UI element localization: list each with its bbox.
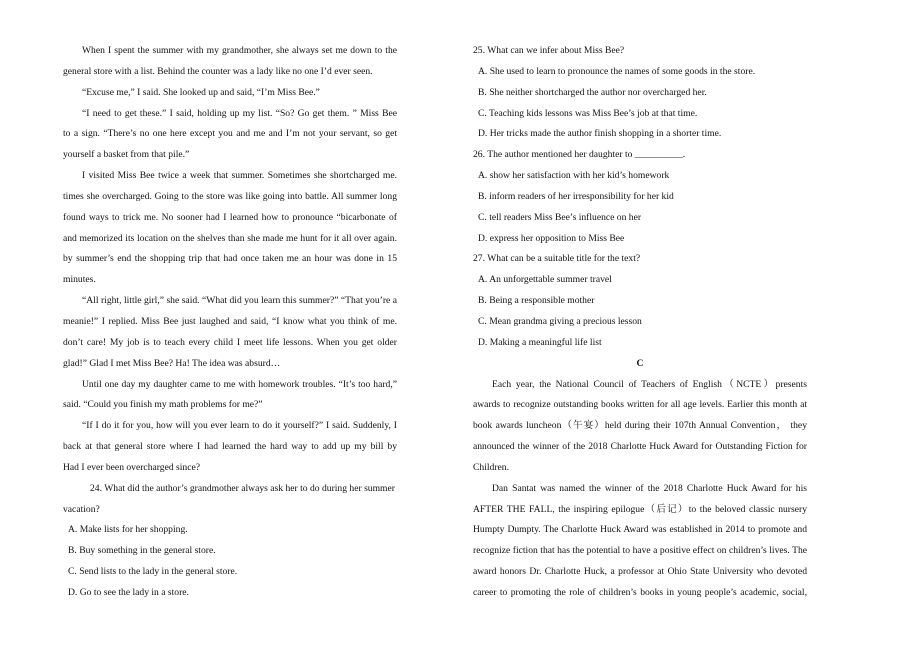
question-text: 27. What can be a suitable title for the text?	[473, 253, 641, 265]
question-text: 24. What did the author’s grandmother always ask her to do during her summer	[90, 482, 395, 494]
answer-option: C. Teaching kids lessons was Miss Bee’s job at that time.	[478, 107, 698, 119]
answer-option: D. Go to see the lady in a store.	[68, 586, 189, 598]
answer-option: B. Being a responsible mother	[478, 295, 595, 307]
passage-line: Dan Santat was named the winner of the 2018 Charlotte Huck Award for his	[492, 482, 807, 494]
passage-line: Had I ever been overcharged since?	[63, 461, 200, 473]
passage-line: minutes.	[63, 274, 96, 286]
answer-option: B. inform readers of her irresponsibility for her kid	[478, 190, 674, 202]
passage-line: I visited Miss Bee twice a week that summer. Sometimes she shortcharged me.	[82, 170, 397, 182]
passage-line: “Excuse me,” I said. She looked up and said, “I’m Miss Bee.”	[82, 86, 320, 98]
question-text: vacation?	[63, 503, 100, 515]
answer-option: B. Buy something in the general store.	[68, 545, 216, 557]
passage-line: to a sign. “There’s no one here except you and me and I’m not your servant, so get	[63, 128, 397, 140]
answer-option: A. She used to learn to pronounce the names of some goods in the store.	[478, 65, 756, 77]
passage-line: When I spent the summer with my grandmother, she always set me down to the	[82, 45, 397, 56]
passage-line: times she overcharged. Going to the store was like going into battle. All summer long	[63, 190, 397, 202]
answer-option: C. tell readers Miss Bee’s influence on her	[478, 211, 642, 223]
passage-line: said. “Could you finish my math problems for me?”	[63, 399, 263, 411]
passage-line: don’t care! My job is to teach every child I meet life lessons. When you get older	[63, 336, 397, 348]
answer-option: D. Making a meaningful life list	[478, 336, 602, 348]
section-heading: C	[636, 357, 644, 369]
passage-line: glad!” Glad I met Miss Bee? Ha! The idea was absurd…	[63, 357, 281, 369]
passage-line: book awards luncheon（午宴）held during their 107th Annual Convention， they	[473, 420, 807, 432]
answer-option: A. show her satisfaction with her kid’s homework	[478, 170, 670, 182]
passage-line: award honors Dr. Charlotte Huck, a professor at Ohio State University who devoted	[473, 566, 807, 578]
passage-line: “All right, little girl,” she said. “What did you learn this summer?” “That you’re a	[82, 295, 397, 307]
passage-line: and memorized its location on the shelves than she made me hunt for it all over again.	[63, 232, 397, 244]
answer-option: D. Her tricks made the author finish shopping in a shorter time.	[478, 128, 722, 140]
passage-line: by summer’s end the shopping trip that had once taken me an hour was done in 15	[63, 253, 397, 265]
passage-line: meanie!” I replied. Miss Bee just laughed and said, “I know what you think of me.	[63, 315, 397, 327]
passage-line: Children.	[473, 461, 509, 473]
passage-line: “If I do it for you, how will you ever learn to do it yourself?” I said. Suddenly, I	[82, 420, 397, 432]
question-text: 26. The author mentioned her daughter to __________.	[473, 149, 686, 161]
right-column	[473, 41, 807, 604]
passage-line: “I need to get these.” I said, holding up my list. “So? Go get them. ” Miss Bee	[82, 107, 397, 119]
passage-line: back at that general store where I had learned the hard way to add up my bill by	[63, 441, 397, 453]
answer-option: B. She neither shortcharged the author nor overcharged her.	[478, 86, 707, 98]
passage-line: awards to recognize outstanding books written for all age levels. Earlier this month at	[473, 399, 807, 411]
passage-line: career to promoting the role of children’s books in young people’s academic, social,	[473, 586, 807, 598]
answer-option: C. Send lists to the lady in the general store.	[68, 566, 238, 578]
passage-line: Humpty Dumpty. The Charlotte Huck Award was established in 2014 to promote and	[473, 524, 807, 536]
passage-line: announced the winner of the 2018 Charlotte Huck Award for Outstanding Fiction for	[473, 441, 807, 453]
passage-line: Each year, the National Council of Teachers of English（NCTE）presents	[492, 378, 807, 390]
passage-line: AFTER THE FALL, the inspiring epilogue（后记）to the beloved classic nursery	[473, 503, 807, 515]
passage-line: general store with a list. Behind the counter was a lady like no one I’d ever seen.	[63, 65, 373, 77]
passage-line: recognize fiction that has the potential to have a positive effect on children’s lives. The	[473, 545, 807, 557]
passage-line: yourself a basket from that pile.”	[63, 149, 190, 161]
answer-option: A. Make lists for her shopping.	[68, 524, 188, 536]
answer-option: A. An unforgettable summer travel	[478, 274, 612, 286]
passage-line: found ways to trick me. No sooner had I learned how to pronounce “bicarbonate of	[63, 211, 397, 223]
left-column	[63, 41, 397, 604]
passage-line: Until one day my daughter came to me with homework troubles. “It’s too hard,”	[82, 378, 397, 390]
answer-option: D. express her opposition to Miss Bee	[478, 232, 625, 244]
question-text: 25. What can we infer about Miss Bee?	[473, 45, 625, 56]
answer-option: C. Mean grandma giving a precious lesson	[478, 315, 642, 327]
